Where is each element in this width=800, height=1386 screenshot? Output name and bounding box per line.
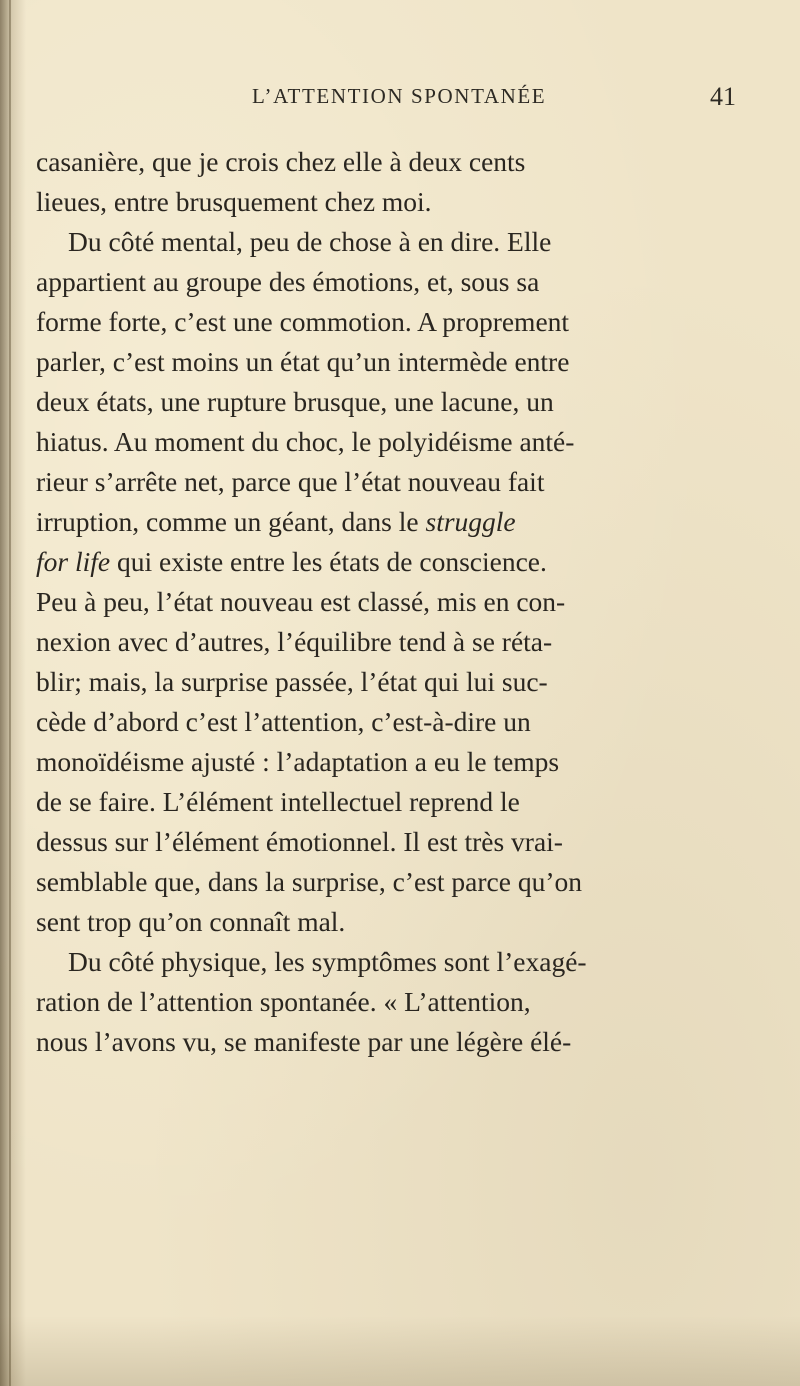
italic-phrase: struggle: [425, 506, 516, 537]
page-binding-shadow: [0, 0, 26, 1386]
text-line: rieur s’arrête net, parce que l’état nouveau fait: [36, 466, 545, 497]
text-line: [36, 542, 766, 582]
text-line: lieues, entre brusquement chez moi.: [36, 186, 432, 217]
text-line: deux états, une rupture brusque, une lacune, un: [36, 386, 554, 417]
running-title: L’ATTENTION SPONTANÉE: [252, 84, 547, 108]
text-line: monoïdéisme ajusté : l’adaptation a eu le temps: [36, 746, 560, 777]
page-edge: [9, 0, 11, 1386]
text-line: sent trop qu’on connaît mal.: [36, 906, 346, 937]
text-line: Peu à peu, l’état nouveau est classé, mis en con-: [36, 586, 566, 617]
text-line: cède d’abord c’est l’attention, c’est-à-dire un: [36, 706, 531, 737]
text-line: de se faire. L’élément intellectuel reprend le: [36, 786, 520, 817]
text-line: appartient au groupe des émotions, et, sous sa: [36, 266, 540, 297]
page-bottom-shade: [0, 1316, 800, 1386]
text-line: parler, c’est moins un état qu’un intermède entre: [36, 346, 570, 377]
text-line: nexion avec d’autres, l’équilibre tend à se réta-: [36, 626, 553, 657]
text-line: dessus sur l’élément émotionnel. Il est très vrai-: [36, 826, 563, 857]
text-line: [36, 502, 766, 542]
running-head: [0, 84, 800, 118]
text-line: semblable que, dans la surprise, c’est parce qu’on: [36, 866, 582, 897]
paragraph-start-line: Du côté physique, les symptômes sont l’exagé-: [68, 946, 587, 977]
italic-phrase: for life: [36, 546, 111, 577]
page-number: 41: [710, 82, 736, 111]
text-line: casanière, que je crois chez elle à deux cents: [36, 146, 526, 177]
text-line: nous l’avons vu, se manifeste par une légère élé-: [36, 1026, 572, 1057]
text-segment: irruption, comme un géant, dans le: [36, 506, 419, 537]
text-line: ration de l’attention spontanée. « L’attention,: [36, 986, 531, 1017]
paragraph-start-line: Du côté mental, peu de chose à en dire. Elle: [68, 226, 552, 257]
text-line: hiatus. Au moment du choc, le polyidéisme anté-: [36, 426, 575, 457]
text-segment: qui existe entre les états de conscience.: [116, 546, 547, 577]
text-line: blir; mais, la surprise passée, l’état qui lui suc-: [36, 666, 548, 697]
text-line: forme forte, c’est une commotion. A proprement: [36, 306, 570, 337]
body-text: [36, 142, 766, 1062]
